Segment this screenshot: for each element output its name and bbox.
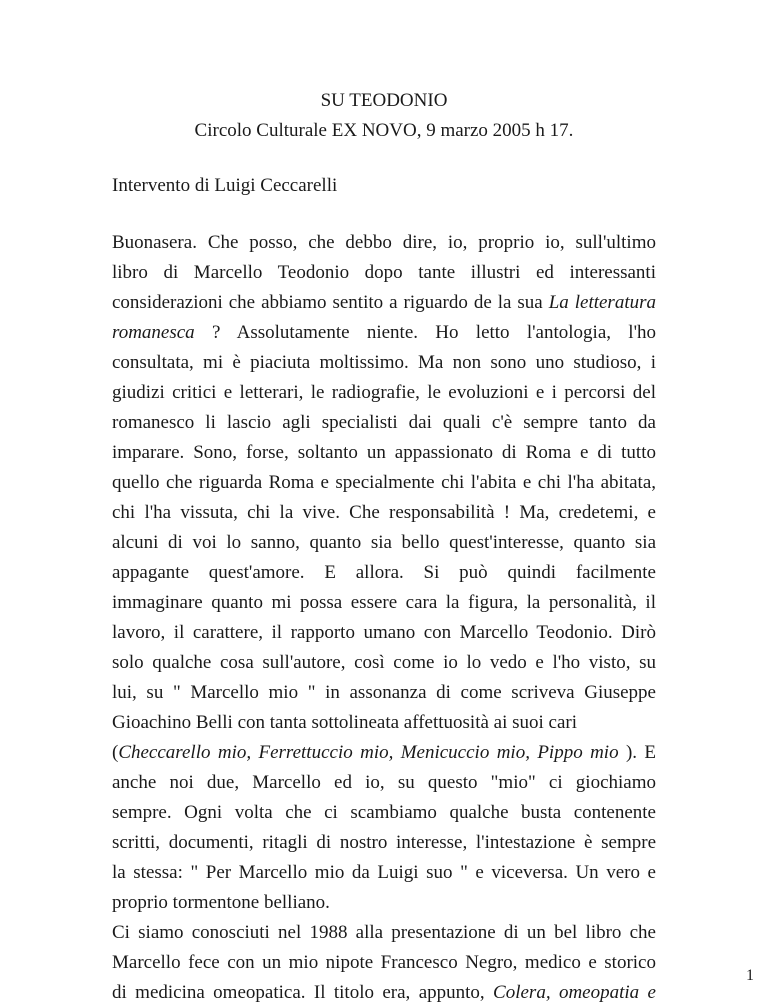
text-line: chi l'ha vissuta, chi la vive. Che responsabilità ! Ma, credetemi, e (112, 502, 656, 523)
text-line: libro di Marcello Teodonio dopo tante illustri ed interessanti (112, 262, 656, 283)
text-line: Buonasera. Che posso, che debbo dire, io, proprio io, sull'ultimo (112, 232, 656, 253)
document-title: SU TEODONIO (320, 90, 448, 111)
text-line: Gioachino Belli con tanta sottolineata affettuosità ai suoi cari (112, 712, 578, 733)
italic-title: La letteratura (548, 292, 656, 313)
text-line: Marcello fece con un mio nipote Francesco Negro, medico e storico (112, 952, 656, 973)
body-text (112, 228, 656, 1008)
text-line: romanesco li lascio agli specialisti dai quali c'è sempre tanto da (112, 412, 656, 433)
text-line: sempre. Ogni volta che ci scambiamo qualche busta contenente (112, 802, 656, 823)
text-line: la stessa: " Per Marcello mio da Luigi suo " e viceversa. Un vero e (112, 862, 656, 883)
text-line: (Checcarello mio, Ferrettuccio mio, Menicuccio mio, Pippo mio ). E (112, 742, 656, 763)
text-line: appagante quest'amore. E allora. Si può quindi facilmente (112, 562, 656, 583)
text-line: considerazioni che abbiamo sentito a riguardo de la sua La letteratura (112, 292, 656, 313)
intro-line: Intervento di Luigi Ceccarelli (112, 175, 338, 196)
text-line: immaginare quanto mi possa essere cara la figura, la personalità, il (112, 592, 656, 613)
text-line: lui, su " Marcello mio " in assonanza di come scriveva Giuseppe (112, 682, 656, 703)
text-line: di medicina omeopatica. Il titolo era, appunto, Colera, omeopatia e (112, 978, 656, 1008)
italic-title: romanesca (112, 322, 195, 343)
text-line: alcuni di voi lo sanno, quanto sia bello quest'interesse, quanto sia (112, 532, 656, 553)
text-line: proprio tormentone belliano. (112, 892, 330, 913)
text-line: consultata, mi è piaciuta moltissimo. Ma non sono uno studioso, i (112, 352, 656, 373)
document-subtitle: Circolo Culturale EX NOVO, 9 marzo 2005 h 17. (194, 120, 574, 141)
text-line: romanesca ? Assolutamente niente. Ho letto l'antologia, l'ho (112, 322, 656, 343)
text-line: anche noi due, Marcello ed io, su questo "mio" ci giochiamo (112, 772, 656, 793)
italic-names: Checcarello mio, Ferrettuccio mio, Menicuccio mio, Pippo mio (118, 742, 619, 763)
text-line: imparare. Sono, forse, soltanto un appassionato di Roma e di tutto (112, 442, 656, 463)
page-number: 1 (746, 967, 754, 984)
text-line: giudizi critici e letterari, le radiografie, le evoluzioni e i percorsi del (112, 382, 656, 403)
text-line: scritti, documenti, ritagli di nostro interesse, l'intestazione è sempre (112, 832, 656, 853)
text-line: Ci siamo conosciuti nel 1988 alla presentazione di un bel libro che (112, 922, 656, 943)
italic-title: Colera, omeopatia e (493, 982, 656, 1003)
text-line: lavoro, il carattere, il rapporto umano con Marcello Teodonio. Dirò (112, 622, 656, 643)
text-line: quello che riguarda Roma e specialmente chi l'abita e chi l'ha abitata, (112, 472, 656, 493)
text-line: solo qualche cosa sull'autore, così come io lo vedo e l'ho visto, su (112, 652, 656, 673)
